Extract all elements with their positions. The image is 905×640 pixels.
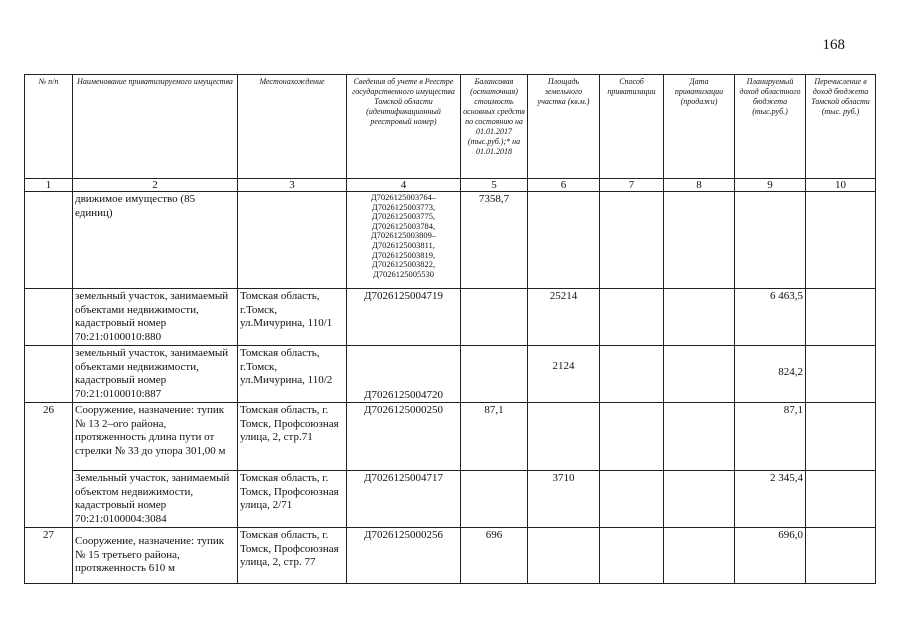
column-number: 9 [735, 179, 806, 192]
header-transfer: Перечисление в доход бюджета Томской области (тыс. руб.) [806, 75, 876, 179]
table-row [25, 289, 876, 346]
budget-transfer [806, 528, 876, 584]
registry-number: Д7026125004719 [347, 289, 461, 346]
page-number: 168 [822, 37, 845, 53]
planned-income: 2 345,4 [735, 471, 806, 528]
header-row [25, 75, 876, 179]
privatization-method [600, 403, 664, 471]
privatization-date [664, 289, 735, 346]
header-name: Наименование приватизируемого имущества [73, 75, 238, 179]
column-number: 2 [73, 179, 238, 192]
property-location: Томская область, г. Томск, Профсоюзная улица, 2, стр.71 [238, 403, 347, 471]
budget-transfer [806, 346, 876, 403]
property-name: Земельный участок, занимаемый объектом недвижимости, кадастровый номер 70:21:0100004:3084 [73, 471, 238, 528]
balance-value: 87,1 [461, 403, 528, 471]
privatization-date [664, 471, 735, 528]
balance-value [461, 346, 528, 403]
privatization-method [600, 289, 664, 346]
column-number: 7 [600, 179, 664, 192]
row-number: 26 [25, 403, 73, 528]
row-number [25, 346, 73, 403]
budget-transfer [806, 471, 876, 528]
header-date: Дата приватизации (продажи) [664, 75, 735, 179]
privatization-method [600, 471, 664, 528]
planned-income: 6 463,5 [735, 289, 806, 346]
property-name: движимое имущество (85 единиц) [73, 192, 238, 289]
privatization-date [664, 403, 735, 471]
header-balance: Балансовая (остаточная) стоимость основных средств по состоянию на 01.01.2017 (тыс.руб.);* на 01.01.2018 [461, 75, 528, 179]
header-location: Местонахождение [238, 75, 347, 179]
land-area [528, 528, 600, 584]
land-area [528, 403, 600, 471]
table-row [25, 403, 876, 471]
property-location: Томская область, г. Томск, Профсоюзная улица, 2/71 [238, 471, 347, 528]
column-number: 10 [806, 179, 876, 192]
property-name: земельный участок, занимаемый объектами недвижимости, кадастровый номер 70:21:0100010:887 [73, 346, 238, 403]
property-name: Сооружение, назначение: тупик № 15 третьего района, протяженность 610 м [73, 528, 238, 584]
property-location [238, 192, 347, 289]
registry-number: Д7026125000250 [347, 403, 461, 471]
row-number [25, 289, 73, 346]
header-area: Площадь земельного участка (кв.м.) [528, 75, 600, 179]
column-number: 1 [25, 179, 73, 192]
property-location: Томская область, г. Томск, Профсоюзная улица, 2, стр. 77 [238, 528, 347, 584]
privatization-method [600, 192, 664, 289]
land-area: 3710 [528, 471, 600, 528]
registry-number: Д7026125003764–Д7026125003773, Д7026125003775, Д7026125003784, Д7026125003809–Д7026125003811, Д7026125003819, Д7026125003822, Д7026125005530 [347, 192, 461, 289]
planned-income: 87,1 [735, 403, 806, 471]
column-number: 3 [238, 179, 347, 192]
budget-transfer [806, 192, 876, 289]
privatization-method [600, 346, 664, 403]
column-number: 4 [347, 179, 461, 192]
budget-transfer [806, 289, 876, 346]
privatization-method [600, 528, 664, 584]
privatization-table [24, 74, 876, 584]
planned-income: 824,2 [735, 346, 806, 403]
column-number: 6 [528, 179, 600, 192]
registry-number: Д7026125000256 [347, 528, 461, 584]
table-row [25, 528, 876, 584]
row-number: 27 [25, 528, 73, 584]
column-number: 5 [461, 179, 528, 192]
privatization-date [664, 528, 735, 584]
balance-value [461, 289, 528, 346]
column-number: 8 [664, 179, 735, 192]
land-area [528, 192, 600, 289]
registry-number: Д7026125004717 [347, 471, 461, 528]
planned-income [735, 192, 806, 289]
table-row [25, 346, 876, 403]
budget-transfer [806, 403, 876, 471]
header-num: № п/п [25, 75, 73, 179]
land-area: 2124 [528, 346, 600, 403]
row-number [25, 192, 73, 289]
land-area: 25214 [528, 289, 600, 346]
planned-income: 696,0 [735, 528, 806, 584]
registry-number: Д7026125004720 [347, 346, 461, 403]
balance-value: 7358,7 [461, 192, 528, 289]
property-location: Томская область, г.Томск, ул.Мичурина, 110/2 [238, 346, 347, 403]
table-row [25, 471, 876, 528]
property-name: Сооружение, назначение: тупик № 13 2–ого района, протяженность длина пути от стрелки № 33 до упора 301,00 м [73, 403, 238, 471]
table-row [25, 192, 876, 289]
property-name: земельный участок, занимаемый объектами недвижимости, кадастровый номер 70:21:0100010:880 [73, 289, 238, 346]
column-number-row [25, 179, 876, 192]
balance-value: 696 [461, 528, 528, 584]
property-location: Томская область, г.Томск, ул.Мичурина, 110/1 [238, 289, 347, 346]
header-income: Планируемый доход областного бюджета (тыс.руб.) [735, 75, 806, 179]
privatization-date [664, 346, 735, 403]
privatization-date [664, 192, 735, 289]
header-registry: Сведения об учете в Реестре государственного имущества Томской области (идентификационный реестровый номер) [347, 75, 461, 179]
balance-value [461, 471, 528, 528]
header-method: Способ приватизации [600, 75, 664, 179]
